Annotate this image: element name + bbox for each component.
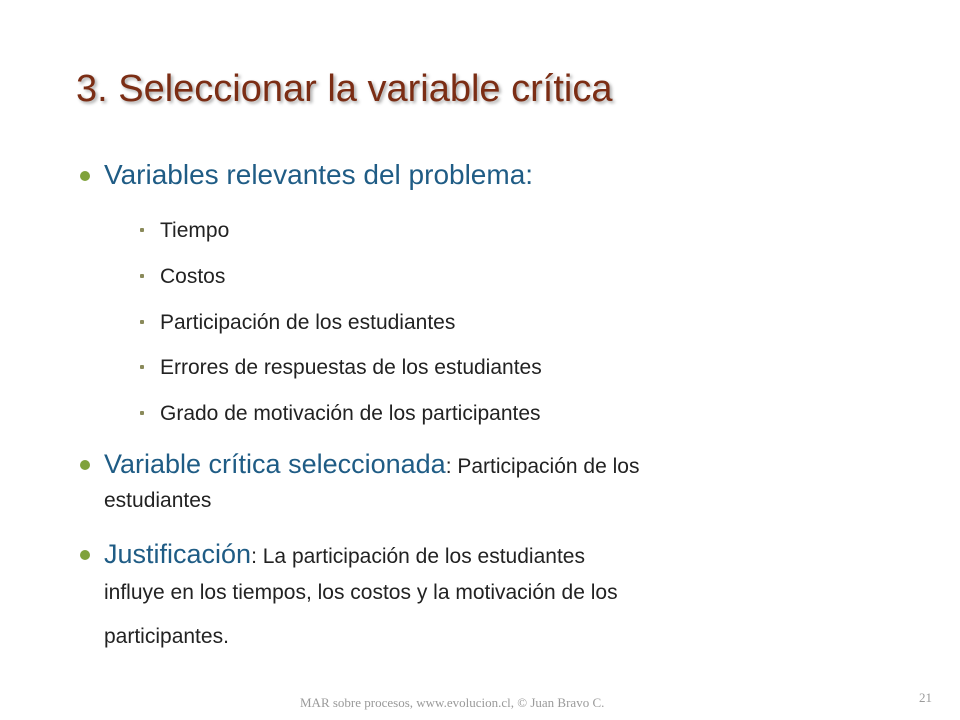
bullet-value: : Participación de los bbox=[445, 455, 640, 478]
page-number: 21 bbox=[919, 690, 932, 705]
sub-bullet-icon bbox=[140, 365, 144, 369]
bullet-dot-icon bbox=[80, 460, 90, 470]
bullet-continuation: estudiantes bbox=[104, 489, 212, 512]
slide-footer: MAR sobre procesos, www.evolucion.cl, © Juan Bravo C. bbox=[300, 695, 605, 710]
sub-bullet-icon bbox=[140, 320, 144, 324]
bullet-label: Variables relevantes del problema: bbox=[104, 159, 534, 190]
sub-item-label: Errores de respuestas de los estudiantes bbox=[160, 356, 542, 379]
bullet-dot-icon bbox=[80, 171, 90, 181]
sub-bullet-icon bbox=[140, 228, 144, 232]
bullet-heading: Variable crítica seleccionada bbox=[104, 449, 446, 479]
bullet-continuation: participantes. bbox=[104, 625, 229, 648]
sub-item-label: Participación de los estudiantes bbox=[160, 311, 456, 334]
sub-item-label: Tiempo bbox=[160, 219, 230, 242]
slide-title: 3. Seleccionar la variable crítica bbox=[76, 68, 613, 110]
sub-bullet-icon bbox=[140, 411, 144, 415]
bullet-dot-icon bbox=[80, 550, 90, 560]
bullet-continuation: influye en los tiempos, los costos y la motivación de los bbox=[104, 581, 618, 604]
sub-bullet-icon bbox=[140, 274, 144, 278]
bullet-value: : La participación de los estudiantes bbox=[251, 545, 585, 568]
sub-item-label: Grado de motivación de los participantes bbox=[160, 402, 541, 425]
bullet-heading: Justificación bbox=[104, 539, 252, 569]
sub-item-label: Costos bbox=[160, 265, 226, 288]
